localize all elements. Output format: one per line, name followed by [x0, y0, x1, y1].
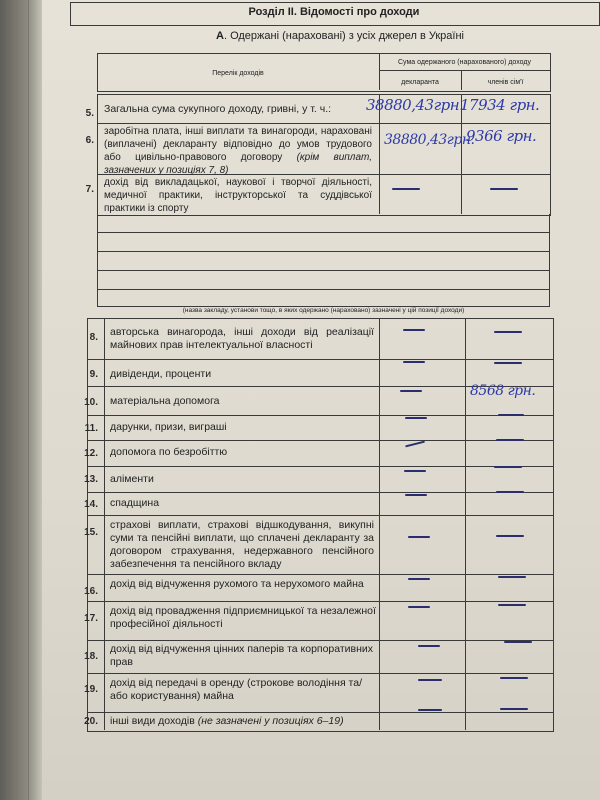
- row-17-label: дохід від провадження підприємницької та незалежної професійної діяльності: [110, 605, 376, 630]
- row-15-label: страхові виплати, страхові відшкодування, викупні суми та пенсійні виплати, що сплачені декларанту за договором страхування, недержавного пенсійного забезпечення та пенсійного вкладу: [110, 519, 374, 570]
- declarant-header: декларанта: [401, 79, 439, 86]
- row-7-label: дохід від викладацької, наукової і творчої діяльності, медичної практики, інструкторської та суддівської практики із спорту: [104, 177, 372, 214]
- row-18-label: дохід від відчуження цінних паперів та корпоративних прав: [110, 643, 374, 668]
- row-8-declarant-dash: [403, 329, 425, 331]
- page-edge: [28, 0, 29, 800]
- section-title: Розділ ІІ. Відомості про доходи: [248, 6, 420, 18]
- row-5-family: 17934 грн.: [460, 96, 540, 114]
- row-11-declarant-dash: [405, 417, 427, 419]
- row-12-label: допомога по безробіттю: [110, 446, 228, 458]
- row-13-label: аліменти: [110, 473, 154, 485]
- row-18-declarant-dash: [418, 645, 440, 647]
- row-10-label: матеріальна допомога: [110, 395, 220, 407]
- row-6-family: 9366 грн.: [466, 127, 537, 145]
- row-10-declarant-dash: [400, 390, 422, 392]
- row-6-label: заробітна плата, інші виплати та винагороди, нараховані (виплачені) декларанту відповідно до умов трудового або цивільно-правового договору (крім виплат, зазначених у позиціях 7, 8): [104, 126, 373, 176]
- row-20-label: інші види доходів (не зазначені у позиціях 6–19): [110, 715, 344, 727]
- row-19-family-dash: [500, 677, 528, 679]
- sum-header: Сума одержаного (нарахованого) доходу: [397, 59, 531, 66]
- row-12-family-dash: [496, 439, 524, 441]
- row-13-family-dash: [494, 466, 522, 468]
- part-a-title: А. Одержані (нараховані) з усіх джерел в Україні: [216, 30, 464, 42]
- row-9-label: дивіденди, проценти: [110, 368, 212, 380]
- row-5-declarant: 38880,43грн.: [366, 96, 464, 114]
- row-16-family-dash: [498, 576, 526, 578]
- row-16-label: дохід від відчуження рухомого та нерухомого майна: [110, 578, 364, 590]
- row-19-declarant-dash: [418, 679, 442, 681]
- row-18-family-dash: [504, 641, 532, 643]
- row-14-label: спадщина: [110, 497, 160, 509]
- row-19-label: дохід від передачі в оренду (строкове володіння та/або користування) майна: [110, 677, 362, 702]
- row-8-family-dash: [494, 331, 522, 333]
- row-15-family-dash: [496, 535, 524, 537]
- row-16-declarant-dash: [408, 578, 430, 580]
- row-11-label: дарунки, призи, виграші: [110, 421, 227, 433]
- row-14-family-dash: [496, 491, 524, 493]
- institution-note: (назва закладу, установи тощо, в яких одержано (нараховано) зазначені у цій позиції доходи): [182, 307, 465, 314]
- row-17-family-dash: [498, 604, 526, 606]
- row-11-family-dash: [498, 414, 524, 416]
- row-10-family: 8568 грн.: [470, 383, 536, 399]
- row-7-family-dash: [490, 188, 518, 190]
- row-9-family-dash: [494, 362, 522, 364]
- row-6-declarant: 38880,43грн.: [384, 132, 475, 148]
- row-20-family-dash: [500, 708, 528, 710]
- row-13-declarant-dash: [404, 470, 426, 472]
- list-header: Перелік доходів: [212, 70, 264, 77]
- row-17-declarant-dash: [408, 606, 430, 608]
- row-20-declarant-dash: [418, 709, 442, 711]
- row-5-label: Загальна сума сукупного доходу, гривні, у т. ч.:: [104, 103, 332, 115]
- row-14-declarant-dash: [405, 494, 427, 496]
- row-8-label: авторська винагорода, інші доходи від реалізації майнових прав інтелектуальної власності: [110, 326, 374, 351]
- family-header: членів сім'ї: [487, 79, 524, 86]
- row-15-declarant-dash: [408, 536, 430, 538]
- row-9-declarant-dash: [403, 361, 425, 363]
- row-7-declarant-dash: [392, 188, 420, 190]
